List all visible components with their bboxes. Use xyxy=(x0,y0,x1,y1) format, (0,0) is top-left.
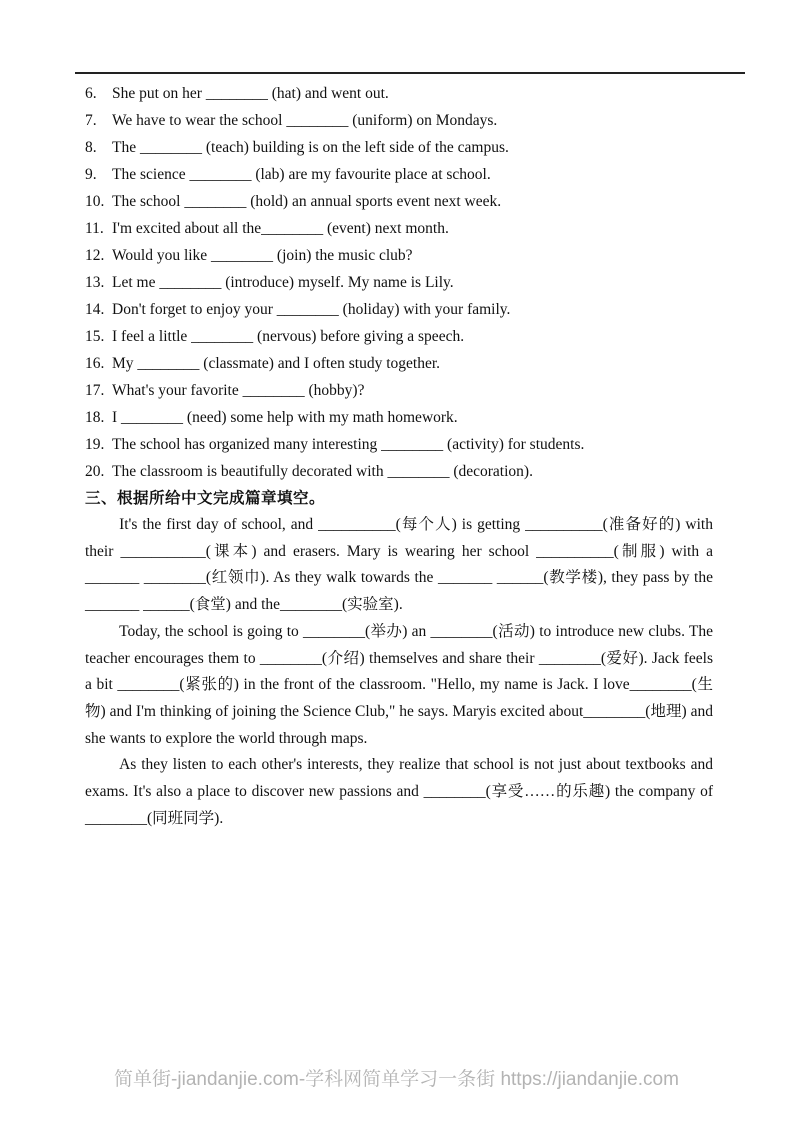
watermark-footer: 简单街-jiandanjie.com-学科网简单学习一条街 https://jiandanjie.com xyxy=(114,1069,679,1090)
question-text: The school has organized many interesting ________ (activity) for students. xyxy=(112,436,585,453)
cloze-passage xyxy=(85,512,713,832)
question-text: The science ________ (lab) are my favourite place at school. xyxy=(112,166,491,183)
question-item xyxy=(85,377,713,404)
question-number: 14. xyxy=(85,301,105,318)
section-three-heading: 三、根据所给中文完成篇章填空。 xyxy=(85,490,326,507)
question-number: 19. xyxy=(85,436,105,453)
question-item xyxy=(85,350,713,377)
question-text: Don't forget to enjoy your ________ (holiday) with your family. xyxy=(112,301,511,318)
question-item xyxy=(85,296,713,323)
question-number: 17. xyxy=(85,382,105,399)
question-text: My ________ (classmate) and I often study together. xyxy=(112,355,441,372)
question-number: 16. xyxy=(85,355,105,372)
question-number: 11. xyxy=(85,220,104,237)
question-item xyxy=(85,404,713,431)
question-text: I'm excited about all the________ (event) next month. xyxy=(112,220,449,237)
worksheet-content xyxy=(85,80,713,832)
passage-paragraph-1: It's the first day of school, and __________(每个人) is getting __________(准备好的) with their ___________(课本) and erasers. Mary is wearing her school __________(制服) with a _______ ________(红领巾). As they walk towards the _______ ______(教学楼), they pass by the _______ ______(食堂) and the________(实验室). xyxy=(85,516,713,614)
question-text: The ________ (teach) building is on the left side of the campus. xyxy=(112,139,509,156)
question-text: What's your favorite ________ (hobby)? xyxy=(112,382,365,399)
question-item xyxy=(85,242,713,269)
question-item xyxy=(85,458,713,485)
question-text: Would you like ________ (join) the music club? xyxy=(112,247,413,264)
question-item xyxy=(85,188,713,215)
question-number: 7. xyxy=(85,112,97,129)
question-item xyxy=(85,269,713,296)
question-number: 13. xyxy=(85,274,105,291)
question-number: 6. xyxy=(85,85,97,102)
question-text: We have to wear the school ________ (uniform) on Mondays. xyxy=(112,112,498,129)
question-item xyxy=(85,431,713,458)
question-item xyxy=(85,134,713,161)
question-number: 15. xyxy=(85,328,105,345)
question-number: 9. xyxy=(85,166,97,183)
question-item xyxy=(85,107,713,134)
top-divider-rule xyxy=(75,72,745,74)
question-number: 10. xyxy=(85,193,105,210)
question-item xyxy=(85,323,713,350)
question-number: 12. xyxy=(85,247,105,264)
question-text: Let me ________ (introduce) myself. My name is Lily. xyxy=(112,274,454,291)
question-number: 18. xyxy=(85,409,105,426)
question-text: The school ________ (hold) an annual sports event next week. xyxy=(112,193,502,210)
question-item xyxy=(85,161,713,188)
passage-paragraph-3: As they listen to each other's interests, they realize that school is not just about textbooks and exams. It's also a place to discover new passions and ________(享受……的乐趣) the company of ________(同班同学). xyxy=(85,756,713,827)
question-number: 8. xyxy=(85,139,97,156)
question-text: I ________ (need) some help with my math homework. xyxy=(112,409,458,426)
question-item xyxy=(85,80,713,107)
question-text: She put on her ________ (hat) and went out. xyxy=(112,85,389,102)
question-number: 20. xyxy=(85,463,105,480)
question-text: I feel a little ________ (nervous) before giving a speech. xyxy=(112,328,465,345)
question-text: The classroom is beautifully decorated with ________ (decoration). xyxy=(112,463,533,480)
question-item xyxy=(85,215,713,242)
passage-paragraph-2: Today, the school is going to ________(举办) an ________(活动) to introduce new clubs. The teacher encourages them to ________(介绍) themselves and share their ________(爱好). Jack feels a bit ________(紧张的) in the front of the classroom. "Hello, my name is Jack. I love________(生物) and I'm thinking of joining the Science Club," he says. Maryis excited about________(地理) and she wants to explore the world through maps. xyxy=(85,622,713,747)
